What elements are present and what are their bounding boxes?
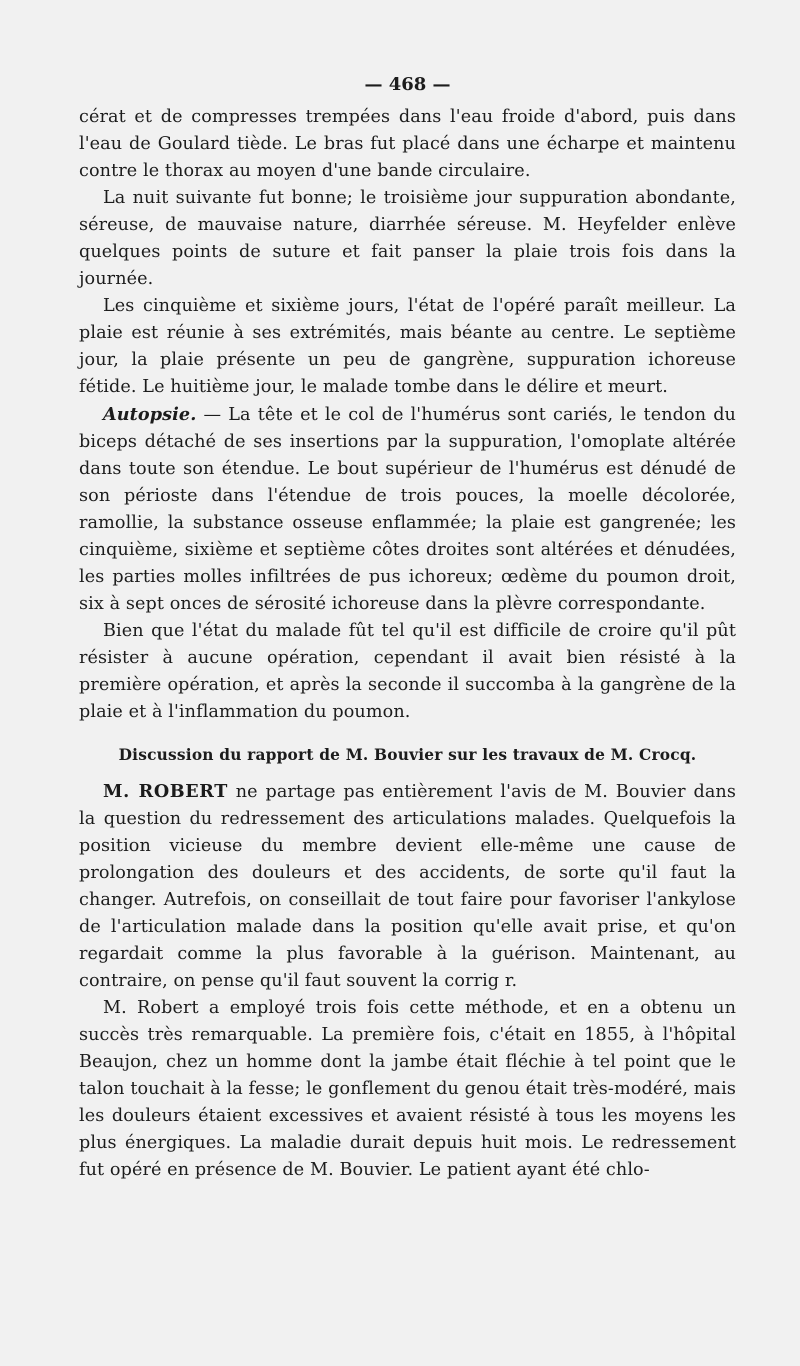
speaker-name: M. ROBERT [103,781,228,802]
robert-text: ne partage pas entièrement l'avis de M. Bouvier dans la question du redressement des articulations malades. Quelquefois la position vicieuse du membre devient elle-même une cause de prolongation des douleurs et des accidents, de sorte qu'il faut la changer. Autrefois, on conseillait de tout faire pour favoriser l'ankylose de l'articulation malade dans la position qu'elle avait prise, et qu'on regardait comme la plus favorable à la guérison. Maintenant, au contraire, on pense qu'il faut souvent la corrig r. [79,782,736,991]
section-heading: Discussion du rapport de M. Bouvier sur les travaux de M. Crocq. [118,746,697,764]
paragraph-days: Les cinquième et sixième jours, l'état de l'opéré paraît meilleur. La plaie est réunie à ses extrémités, mais béante au centre. Le septième jour, la plaie présente un peu de gangrène, suppuration ichoreuse fétide. Le huitième jour, le malade tombe dans le délire et meurt. [79,296,736,397]
paragraph-autopsy [79,401,736,618]
paragraph-conclusion: Bien que l'état du malade fût tel qu'il est difficile de croire qu'il pût résister à aucune opération, cependant il avait bien résisté à la première opération, et après la seconde il succomba à la gangrène de la plaie et à l'inflammation du poumon. [79,621,736,722]
page-number: — 468 — [364,74,451,95]
body-text [79,104,736,1184]
paragraph-night: La nuit suivante fut bonne; le troisième jour suppuration abondante, séreuse, de mauvaise nature, diarrhée séreuse. M. Heyfelder enlève quelques points de suture et fait panser la plaie trois fois dans la journée. [79,188,736,289]
paragraph-method: M. Robert a employé trois fois cette méthode, et en a obtenu un succès très remarquable. La première fois, c'était en 1855, à l'hôpital Beaujon, chez un homme dont la jambe était fléchie à tel point que le talon touchait à la fesse; le gonflement du genou était très-modéré, mais les douleurs étaient excessives et avaient résisté à tous les moyens les plus énergiques. La maladie durait depuis huit mois. Le redressement fut opéré en présence de M. Bouvier. Le patient ayant été chlo- [79,998,736,1180]
paragraph-robert [79,778,736,995]
paragraph-continuation: cérat et de compresses trempées dans l'eau froide d'abord, puis dans l'eau de Goulard tiède. Le bras fut placé dans une écharpe et maintenu contre le thorax au moyen d'une bande circulaire. [79,107,736,181]
autopsy-text: — La tête et le col de l'humérus sont cariés, le tendon du biceps détaché de ses insertions par la suppuration, l'omoplate altérée dans toute son étendue. Le bout supérieur de l'humérus est dénudé de son périoste dans l'étendue de trois pouces, la moelle décolorée, ramollie, la substance osseuse enflammée; la plaie est gangrenée; les cinquième, sixième et septième côtes droites sont altérées et dénudées, les parties molles infiltrées de pus ichoreux; œdème du poumon droit, six à sept onces de sérosité ichoreuse dans la plèvre correspondante. [79,405,736,614]
autopsy-lead: Autopsie. [103,404,197,425]
